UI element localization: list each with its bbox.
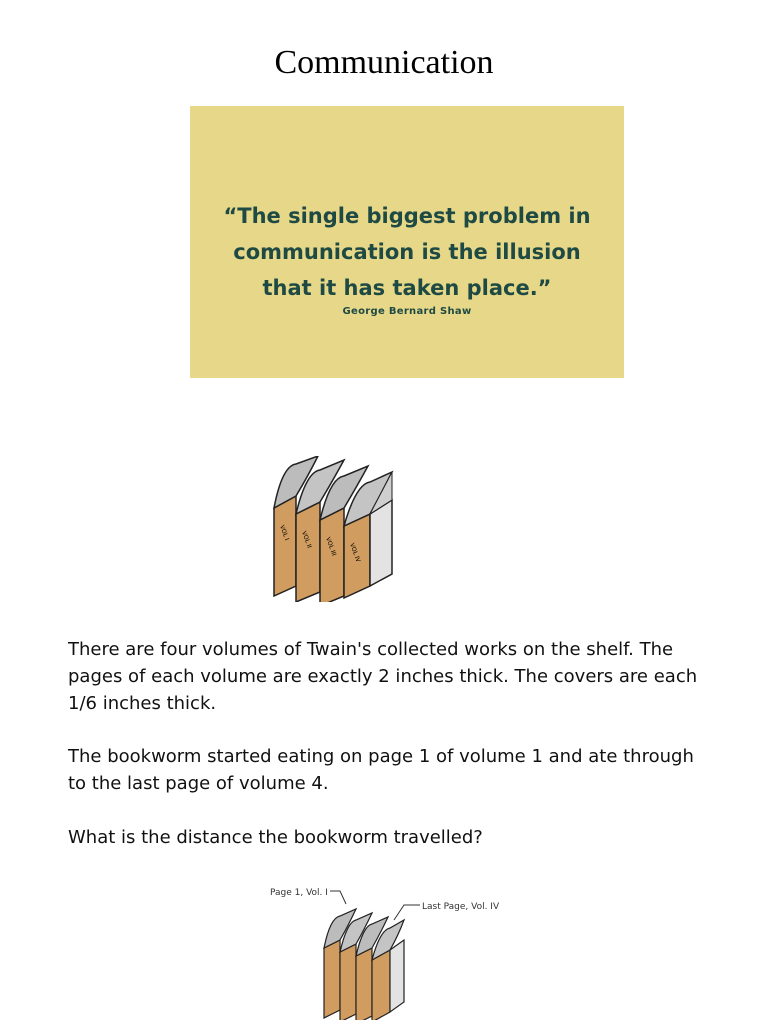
quote-line-3: that it has taken place.” [262, 276, 552, 300]
quote-line-2: communication is the illusion [233, 240, 581, 264]
p2-line-1: The bookworm started eating on page 1 of volume 1 and ate through [68, 746, 694, 767]
bookworm-diagram [262, 880, 512, 1020]
label-page-1-vol-1: Page 1, Vol. I [270, 888, 328, 898]
p1-line-2: pages of each volume are exactly 2 inches thick. The covers are each [68, 666, 698, 687]
problem-paragraph-2 [68, 743, 708, 797]
p2-line-2: to the last page of volume 4. [68, 773, 329, 794]
label-last-page-vol-4: Last Page, Vol. IV [422, 902, 500, 912]
quote-author: George Bernard Shaw [342, 306, 472, 317]
problem-paragraph-1 [68, 636, 708, 717]
p1-line-3: 1/6 inches thick. [68, 693, 217, 714]
page-title: Communication [274, 44, 494, 81]
small-books [324, 909, 404, 1020]
spine-label-vol-3: VOL III [324, 536, 338, 557]
spine-label-vol-1: VOL I [278, 524, 291, 542]
question-paragraph: What is the distance the bookworm travelled? [68, 827, 483, 848]
spine-label-vol-2: VOL II [300, 530, 313, 550]
quote-text [190, 198, 624, 306]
quote-line-1: “The single biggest problem in [223, 204, 591, 228]
books-illustration [268, 456, 410, 602]
spine-label-vol-4: VOL IV [348, 542, 362, 564]
quote-image [190, 106, 624, 378]
p1-line-1: There are four volumes of Twain's collected works on the shelf. The [68, 639, 674, 660]
